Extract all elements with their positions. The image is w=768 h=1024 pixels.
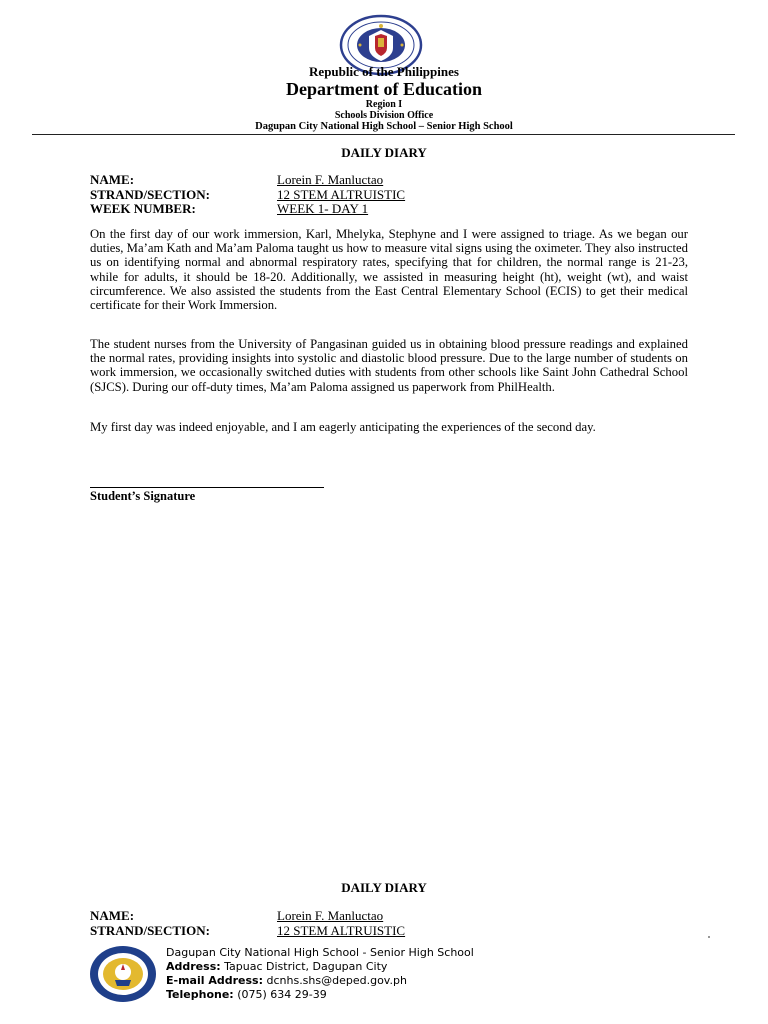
diary-title-2: DAILY DIARY <box>341 880 427 895</box>
header-division: Schools Division Office <box>334 110 434 121</box>
signature-line <box>90 487 324 488</box>
student-info-2 <box>90 909 405 938</box>
strand-value: 12 STEM ALTRUISTIC <box>277 186 406 202</box>
footer-email <box>166 974 407 988</box>
footer-phone-label: Telephone: <box>166 988 234 1001</box>
footer-school: Dagupan City National High School - Senior High School <box>166 946 474 959</box>
week-value: WEEK 1- DAY 1 <box>277 201 369 216</box>
diary-title: DAILY DIARY <box>341 145 427 160</box>
student-info <box>90 173 405 217</box>
signature-label: Student’s Signature <box>90 489 196 503</box>
diary-paragraph-3: My first day was indeed enjoyable, and I am eagerly anticipating the experiences of the second day. <box>90 420 596 434</box>
footer-address-value: Tapuac District, Dagupan City <box>224 960 388 973</box>
name-value-2: Lorein F. Manluctao <box>277 908 384 923</box>
header-region: Region I <box>365 99 403 110</box>
diary-paragraph-1: On the first day of our work immersion, Karl, Mhelyka, Stephyne and I were assigned to triage. As we began our duties, Ma’am Kath and Ma’am Paloma taught us how to measure vital signs using the oximeter. They also instructed us on identifying normal and abnormal respiratory rates, specifying that for children, the normal range is 21-23, while for adults, it should be 18-20. Additionally, we assisted in measuring height (ht), weight (wt), and waist circumference. We also assisted the students from the East Central Elementary School (ECIS) to get their medical certificate for their Work Immersion. <box>90 227 688 313</box>
header-republic: Republic of the Philippines <box>309 64 459 79</box>
strand-value-2: 12 STEM ALTRUISTIC <box>277 922 406 938</box>
name-label-2: NAME: <box>90 908 135 923</box>
footer-phone <box>166 988 327 1002</box>
header-divider <box>32 134 735 135</box>
footer-email-label: E-mail Address: <box>166 974 263 987</box>
school-logo-icon <box>88 944 158 1004</box>
footer-address <box>166 960 387 974</box>
header-school: Dagupan City National High School – Senior High School <box>255 121 513 132</box>
name-label: NAME: <box>90 172 135 187</box>
strand-label: STRAND/SECTION: <box>90 186 210 202</box>
footer-phone-value: (075) 634 29-39 <box>237 988 327 1001</box>
footer-address-label: Address: <box>166 960 221 973</box>
footer-email-value: dcnhs.shs@deped.gov.ph <box>266 974 407 987</box>
diary-paragraph-2: The student nurses from the University of Pangasinan guided us in obtaining blood pressure readings and explained the normal rates, providing insights into systolic and diastolic blood pressure. Due to the large number of students on work immersion, we occasionally switched duties with students from other schools like Saint John Cathedral School (SJCS). During our off-duty times, Ma’am Paloma assigned us paperwork from PhilHealth. <box>90 337 688 394</box>
week-label: WEEK NUMBER: <box>90 201 196 216</box>
name-value: Lorein F. Manluctao <box>277 172 384 187</box>
stray-mark <box>708 936 710 938</box>
header-department: Department of Education <box>286 79 482 99</box>
strand-label-2: STRAND/SECTION: <box>90 922 210 938</box>
